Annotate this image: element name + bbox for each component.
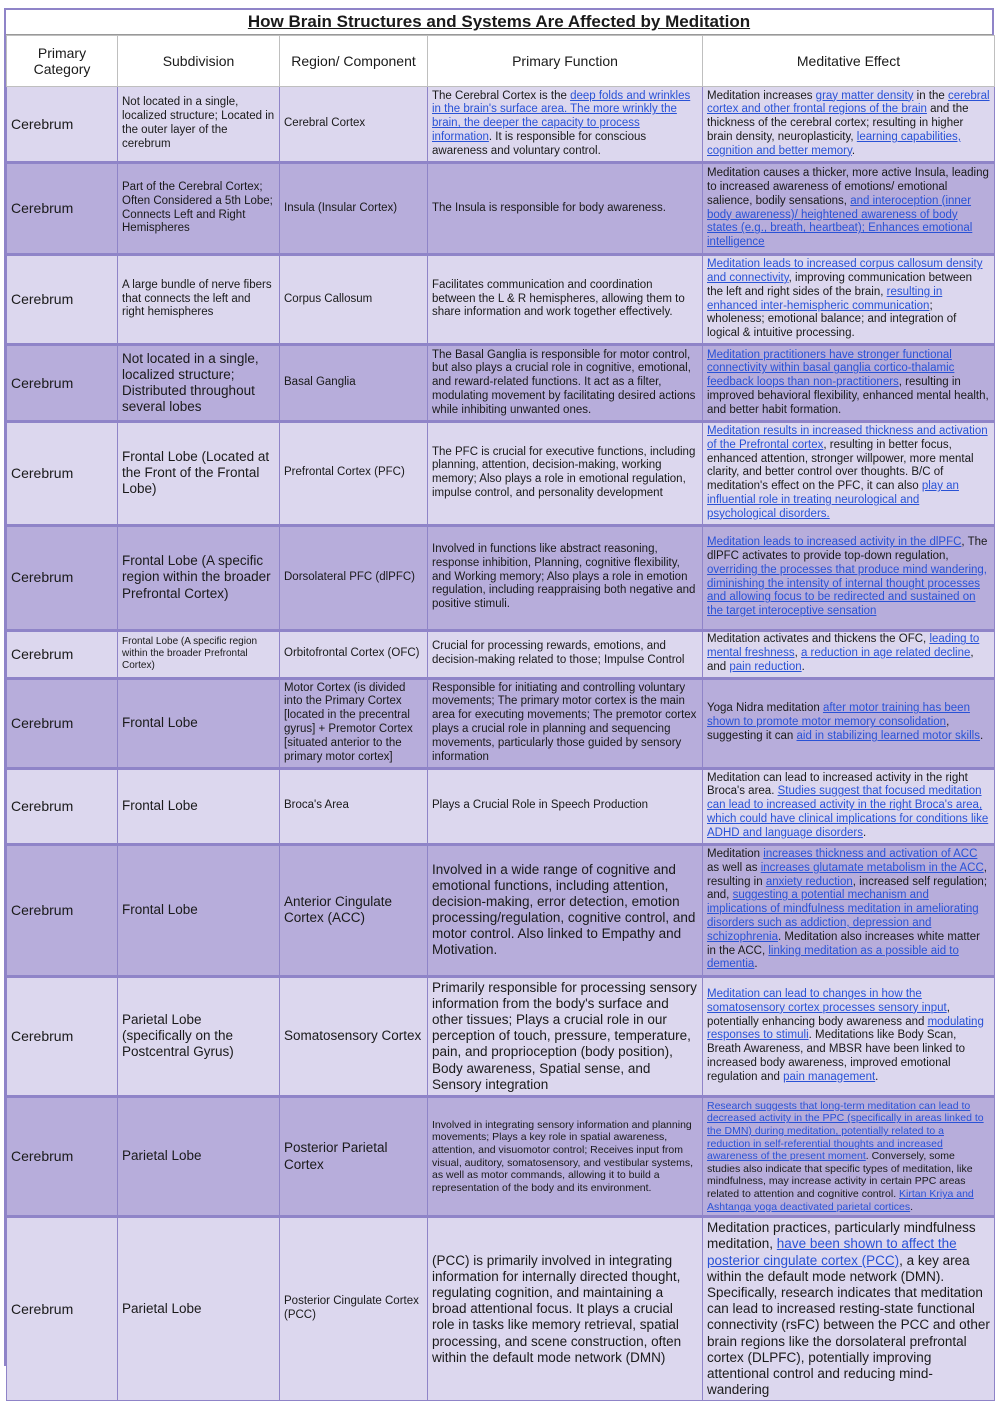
cell-text: Meditation <box>707 847 764 860</box>
subdivision-cell: Frontal Lobe (A specific region within the broader Prefrontal Cortex) <box>118 525 280 630</box>
table-row <box>7 163 995 255</box>
effect-cell <box>703 630 995 678</box>
cell-text: Crucial for processing rewards, emotions, and decision-making related to those; Impulse Control <box>432 640 685 667</box>
citation-link[interactable]: Meditation can lead to changes in how the somatosensory cortex processes sensory input <box>707 987 947 1014</box>
category-cell: Cerebrum <box>7 422 118 526</box>
citation-link[interactable]: overriding the processes that produce mind wandering, diminishing the intensity of internal thought processes and allowing focus to be redirected and sustained on the target interoceptive sensation <box>707 563 987 618</box>
citation-link[interactable]: suggesting a potential mechanism and implications of mindfulness meditation in ameliorating disorders such as addiction, depression and schizophrenia <box>707 889 979 943</box>
cell-text: Primarily responsible for processing sensory information from the body's surface and other tissues; Plays a crucial role in our perception of touch, pressure, temperature, pain, and proprioception (body position), Body awareness, Spatial sense, and Sensory integration <box>432 979 697 1092</box>
effect-cell <box>703 976 995 1096</box>
region-cell: Broca's Area <box>280 768 428 844</box>
table-row <box>7 630 995 678</box>
citation-link[interactable]: leading to mental freshness <box>707 633 980 660</box>
header-row <box>7 36 995 87</box>
cell-text: , a key area within the default mode network (DMN). Specifically, research indicates that meditation can lead to increased resting-state functional connectivity (rsFC) between the PCC and other brain regions like the dorsolateral prefrontal cortex (DLPFC), potentially improving attentional control and reducing mind-wandering <box>707 1252 990 1398</box>
table-row <box>7 1096 995 1216</box>
citation-link[interactable]: increases glutamate metabolism in the ACC <box>760 861 984 874</box>
brain-meditation-table <box>6 35 995 1401</box>
function-cell <box>428 422 703 526</box>
cell-text: Meditation activates and thickens the OFC, <box>707 633 930 646</box>
region-cell: Anterior Cingulate Cortex (ACC) <box>280 844 428 976</box>
subdivision-cell: Frontal Lobe <box>118 844 280 976</box>
effect-cell <box>703 1217 995 1401</box>
citation-link[interactable]: Meditation results in increased thickness and activation of the Prefrontal cortex <box>707 425 988 451</box>
cell-text: . <box>862 826 867 839</box>
cell-text: , resulting in <box>707 861 987 888</box>
citation-link[interactable]: Kirtan Kriya and Ashtanga yoga deactivated parietal cortices <box>707 1188 974 1213</box>
table-row <box>7 87 995 163</box>
region-cell: Motor Cortex (is divided into the Primary Cortex [located in the precentral gyrus] + Premotor Cortex [situated anterior to the primary motor cortex] <box>280 678 428 768</box>
cell-text: Involved in functions like abstract reasoning, response inhibition, Planning, cognitive flexibility, and Working memory; Also plays a role in emotion regulation, including reappraising both negative and positive stimuli. <box>432 543 696 611</box>
cell-text: Meditation can lead to increased activity in the right Broca's area. <box>707 771 968 798</box>
citation-link[interactable]: linking meditation as a possible aid to dementia <box>707 944 959 971</box>
cell-text: and the thickness of the cerebral cortex; resulting in higher brain density, neuroplasticity, <box>707 103 969 143</box>
citation-link[interactable]: Meditation leads to increased corpus callosum density and connectivity <box>707 258 983 284</box>
citation-link[interactable]: resulting in enhanced inter-hemispheric communication <box>707 285 943 312</box>
cell-text: , resulting in improved behavioral flexibility, enhanced mental health, and better habit formation. <box>707 376 989 416</box>
citation-link[interactable]: Studies suggest that focused meditation can lead to increased activity in the right Broca's area, which could have clinical implications for conditions like ADHD and language disorders <box>707 785 989 839</box>
citation-link[interactable]: and interoception (inner body awareness)/ heightened awareness of body states (e.g., breath, heartbeat); Enhances emotional intelligence <box>707 194 973 249</box>
effect-cell <box>703 768 995 844</box>
citation-link[interactable]: play an influential role in treating neurological and psychological disorders. <box>707 480 959 520</box>
effect-cell <box>703 525 995 630</box>
category-cell: Cerebrum <box>7 630 118 678</box>
region-cell: Cerebral Cortex <box>280 87 428 163</box>
citation-link[interactable]: after motor training has been shown to promote motor memory consolidation <box>707 702 970 729</box>
category-cell: Cerebrum <box>7 678 118 768</box>
citation-link[interactable]: cerebral cortex and other frontal regions of the brain <box>707 89 990 116</box>
category-cell: Cerebrum <box>7 768 118 844</box>
cell-text: Yoga Nidra meditation <box>707 702 823 715</box>
citation-link[interactable]: a reduction in age related decline <box>800 647 971 660</box>
subdivision-cell: Parietal Lobe <box>118 1096 280 1216</box>
category-cell: Cerebrum <box>7 1217 118 1401</box>
cell-text: , increased self regulation; and, <box>707 875 988 902</box>
citation-link[interactable]: have been shown to affect the posterior cingulate cortex (PCC) <box>707 1236 957 1268</box>
cell-text: Meditation practices, particularly mindfulness meditation, <box>707 1220 976 1252</box>
citation-link[interactable]: learning capabilities, cognition and better memory <box>707 130 961 157</box>
table-row <box>7 768 995 844</box>
citation-link[interactable]: pain reduction <box>729 660 802 673</box>
category-cell: Cerebrum <box>7 1096 118 1216</box>
category-cell: Cerebrum <box>7 87 118 163</box>
table-row <box>7 678 995 768</box>
cell-text: as well as <box>707 861 761 874</box>
citation-link[interactable]: anxiety reduction <box>765 875 853 888</box>
effect-cell <box>703 678 995 768</box>
category-cell: Cerebrum <box>7 345 118 422</box>
region-cell: Corpus Callosum <box>280 255 428 345</box>
citation-link[interactable]: pain management <box>783 1070 876 1083</box>
cell-text: Meditation causes a thicker, more active Insula, leading to increased awareness of emotions/ emotional salience, bodily sensations, <box>707 167 989 207</box>
table-row <box>7 255 995 345</box>
subdivision-cell: Not located in a single, localized structure; Distributed throughout several lobes <box>118 345 280 422</box>
cell-text: , <box>794 647 801 660</box>
function-cell <box>428 768 703 844</box>
function-cell <box>428 163 703 255</box>
region-cell: Posterior Parietal Cortex <box>280 1096 428 1216</box>
category-cell: Cerebrum <box>7 525 118 630</box>
page-title: How Brain Structures and Systems Are Affected by Meditation <box>6 10 992 35</box>
category-cell: Cerebrum <box>7 255 118 345</box>
citation-link[interactable]: aid in stabilizing learned motor skills <box>796 729 980 742</box>
citation-link[interactable]: Research suggests that long-term meditation can lead to decreased activity in the PPC (specifically in areas linked to the DMN) during meditation, potentially related to a reduction in self-referential thoughts and increased awareness of the present moment <box>707 1099 984 1163</box>
header-subdivision: Subdivision <box>118 36 280 87</box>
region-cell: Basal Ganglia <box>280 345 428 422</box>
header-region: Region/ Component <box>280 36 428 87</box>
subdivision-cell: Frontal Lobe <box>118 678 280 768</box>
subdivision-cell: A large bundle of nerve fibers that connects the left and right hemispheres <box>118 255 280 345</box>
cell-text: , suggesting it can <box>707 716 950 742</box>
cell-text: The PFC is crucial for executive functions, including planning, attention, decision-making, working memory; Also plays a role in emotional regulation, impulse control, and personality development <box>432 445 696 500</box>
function-cell <box>428 525 703 630</box>
effect-cell <box>703 163 995 255</box>
cell-text: . <box>801 660 805 673</box>
table-row <box>7 345 995 422</box>
cell-text: . <box>979 729 984 742</box>
cell-text: , The dlPFC activates to provide top-down regulation, <box>707 536 988 562</box>
cell-text: , and <box>707 647 974 673</box>
document-frame <box>4 8 994 1398</box>
cell-text: The Cerebral Cortex is the <box>432 89 571 102</box>
citation-link[interactable]: deep folds and wrinkles in the brain's surface area. The more wrinkly the brain, the deeper the capacity to process information <box>432 89 691 143</box>
cell-text: . <box>875 1070 879 1083</box>
function-cell <box>428 1096 703 1216</box>
cell-text: Meditation increases <box>707 89 816 102</box>
subdivision-cell: Frontal Lobe <box>118 768 280 844</box>
category-cell: Cerebrum <box>7 163 118 255</box>
subdivision-cell: Parietal Lobe (specifically on the Postcentral Gyrus) <box>118 976 280 1096</box>
cell-text: Involved in integrating sensory information and planning movements; Plays a key role in spatial awareness, attention, and visuomotor control; Receives input from visual, auditory, somatosensory, and vestibular systems, as well as motor commands, allowing it to build a representation of the body and its environment. <box>432 1118 694 1194</box>
cell-text: . It is responsible for conscious awareness and voluntary control. <box>432 130 647 157</box>
effect-cell <box>703 345 995 422</box>
function-cell <box>428 844 703 976</box>
effect-cell <box>703 844 995 976</box>
table-row <box>7 844 995 976</box>
function-cell <box>428 630 703 678</box>
region-cell: Insula (Insular Cortex) <box>280 163 428 255</box>
cell-text: . <box>910 1200 914 1213</box>
cell-text: , potentially enhancing body awareness and <box>707 1001 950 1028</box>
cell-text: . Meditations like Body Scan, Breath Awareness, and MBSR have been linked to increased body awareness, improved emotional regulation and <box>707 1029 966 1083</box>
function-cell <box>428 976 703 1096</box>
category-cell: Cerebrum <box>7 976 118 1096</box>
table-row <box>7 525 995 630</box>
cell-text: , improving communication between the left and right sides of the brain, <box>707 271 973 298</box>
region-cell: Somatosensory Cortex <box>280 976 428 1096</box>
subdivision-cell: Part of the Cerebral Cortex; Often Considered a 5th Lobe; Connects Left and Right Hemispheres <box>118 163 280 255</box>
region-cell: Prefrontal Cortex (PFC) <box>280 422 428 526</box>
effect-cell <box>703 1096 995 1216</box>
citation-link[interactable]: increases thickness and activation of ACC <box>763 847 978 860</box>
citation-link[interactable]: Meditation practitioners have stronger functional connectivity within basal ganglia cortico-thalamic feedback loops than non-practitioners <box>707 348 955 389</box>
cell-text: . <box>754 958 758 971</box>
effect-cell <box>703 87 995 163</box>
cell-text: The Insula is responsible for body awareness. <box>432 201 666 214</box>
region-cell: Posterior Cingulate Cortex (PCC) <box>280 1217 428 1401</box>
effect-cell <box>703 422 995 526</box>
table-row <box>7 422 995 526</box>
header-primary-category: Primary Category <box>7 36 118 87</box>
table-row <box>7 1217 995 1401</box>
function-cell <box>428 678 703 768</box>
function-cell <box>428 345 703 422</box>
citation-link[interactable]: gray matter density <box>815 89 914 102</box>
category-cell: Cerebrum <box>7 844 118 976</box>
header-meditative-effect: Meditative Effect <box>703 36 995 87</box>
citation-link[interactable]: Meditation leads to increased activity in the dlPFC <box>707 536 962 549</box>
cell-text: Responsible for initiating and controlling voluntary movements; The primary motor cortex is the main area for executing movements; The premotor cortex plays a crucial role in planning and sequencing movements, particularly those guided by sensory information <box>432 681 697 763</box>
region-cell: Orbitofrontal Cortex (OFC) <box>280 630 428 678</box>
cell-text: ; wholeness; emotional balance; and integration of logical & intuitive processing. <box>707 299 957 340</box>
region-cell: Dorsolateral PFC (dlPFC) <box>280 525 428 630</box>
cell-text: in the <box>913 89 948 102</box>
cell-text: , resulting in better focus, enhanced attention, stronger willpower, more mental clarity, and better control over thoughts. B/C of meditation's effect on the PFC, it can also <box>707 438 974 493</box>
table-row <box>7 976 995 1096</box>
cell-text: Plays a Crucial Role in Speech Production <box>432 799 649 812</box>
subdivision-cell: Parietal Lobe <box>118 1217 280 1401</box>
cell-text: . <box>851 144 856 157</box>
cell-text: (PCC) is primarily involved in integrating information for internally directed thought, regulating cognition, and maintaining a broad attentional focus. It plays a crucial role in tasks like memory retrieval, spatial processing, and scene construction, often within the default mode network (DMN) <box>432 1252 682 1365</box>
cell-text: . Conversely, some studies also indicate that specific types of meditation, like mindfulness, may increase activity in certain PPC areas related to attention and cognitive control. <box>707 1150 973 1201</box>
subdivision-cell: Not located in a single, localized structure; Located in the outer layer of the cerebrum <box>118 87 280 163</box>
function-cell <box>428 255 703 345</box>
subdivision-cell: Frontal Lobe (Located at the Front of the Frontal Lobe) <box>118 422 280 526</box>
effect-cell <box>703 255 995 345</box>
cell-text: Involved in a wide range of cognitive and emotional functions, including attention, decision-making, error detection, emotion processing/regulation, cognitive control, and motor control. Also linked to Empathy and Motivation. <box>432 861 696 958</box>
cell-text: The Basal Ganglia is responsible for motor control, but also plays a crucial role in cognitive, emotional, and reward-related functions. It act as a filter, modulating movement by facilitating desired actions while inhibiting unwanted ones. <box>432 348 696 416</box>
function-cell <box>428 1217 703 1401</box>
cell-text: Facilitates communication and coordination between the L & R hemispheres, allowing them to share information and work together effectively. <box>432 278 685 319</box>
subdivision-cell: Frontal Lobe (A specific region within the broader Prefrontal Cortex) <box>118 630 280 678</box>
function-cell <box>428 87 703 163</box>
citation-link[interactable]: modulating responses to stimuli <box>707 1015 984 1042</box>
header-primary-function: Primary Function <box>428 36 703 87</box>
cell-text: . Meditation also increases white matter in the ACC, <box>707 930 980 957</box>
